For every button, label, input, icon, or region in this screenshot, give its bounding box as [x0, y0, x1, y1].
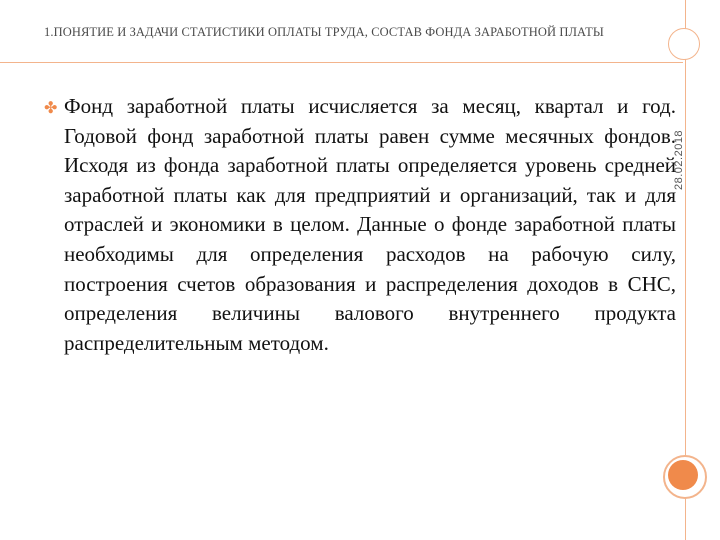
top-ring-ornament	[668, 28, 700, 60]
flourish-bullet-icon: ✤	[44, 98, 58, 117]
slide-title: 1.ПОНЯТИЕ И ЗАДАЧИ СТАТИСТИКИ ОПЛАТЫ ТРУДА, СОСТАВ ФОНДА ЗАРАБОТНОЙ ПЛАТЫ	[44, 25, 604, 39]
body-paragraph: Фонд заработной платы исчисляется за месяц, квартал и год. Годовой фонд заработной платы равен сумме месячных фондов. Исходя из фонда заработной платы определяется уровень средней заработной платы как для предприятий и организаций, так и для отраслей и экономики в целом. Данные о фонде заработной платы необходимы для определения расходов на рабочую силу, построения счетов образования и распределения доходов в СНС, определения величины валового внутреннего продукта распределительным методом.	[64, 94, 676, 355]
top-divider-line	[0, 62, 683, 63]
slide-date: 28.02.2018	[673, 129, 685, 191]
bottom-orange-circle	[668, 460, 698, 490]
